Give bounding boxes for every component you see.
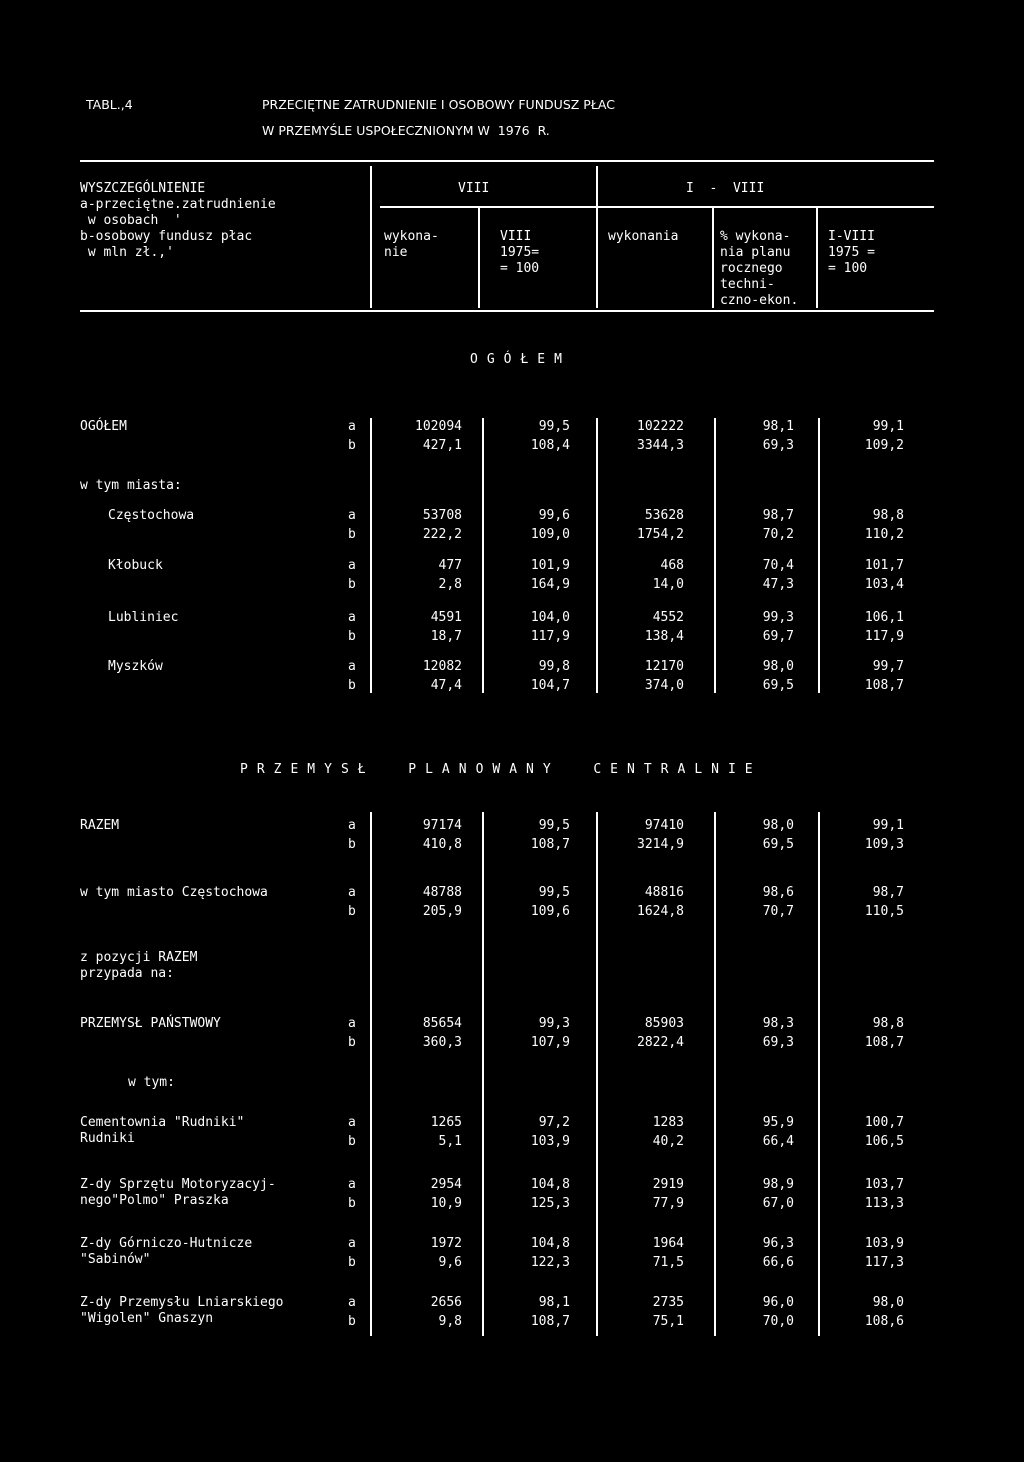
table-cell: 138,4 bbox=[644, 629, 684, 644]
table-subtitle: W PRZEMYŚLE USPOŁECZNIONYM W 1976 R. bbox=[262, 123, 550, 138]
table-cell: 117,9 bbox=[530, 629, 570, 644]
header-group-viii: VIII bbox=[458, 181, 490, 196]
table-cell: 67,0 bbox=[762, 1196, 794, 1211]
table-cell: 69,5 bbox=[762, 678, 794, 693]
table-cell: 2,8 bbox=[438, 577, 462, 592]
row-label: RAZEM bbox=[80, 818, 120, 833]
table-cell: 1754,2 bbox=[637, 527, 684, 542]
table-cell: 71,5 bbox=[652, 1255, 684, 1270]
header-top-rule bbox=[80, 160, 934, 162]
table-cell: 69,7 bbox=[762, 629, 794, 644]
row-subtype-label: a bbox=[348, 1295, 356, 1310]
header-col-i-viii-1975: I-VIII 1975 = = 100 bbox=[828, 229, 875, 276]
table-cell: 66,6 bbox=[762, 1255, 794, 1270]
body1-divider-5 bbox=[818, 418, 820, 693]
table-cell: 1624,8 bbox=[637, 904, 684, 919]
table-cell: 98,7 bbox=[872, 885, 904, 900]
row-subtype-label: a bbox=[348, 1016, 356, 1031]
table-cell: 53628 bbox=[644, 508, 684, 523]
table-cell: 117,9 bbox=[864, 629, 904, 644]
table-cell: 104,8 bbox=[530, 1177, 570, 1192]
table-cell: 125,3 bbox=[530, 1196, 570, 1211]
row-subtype-label: b bbox=[348, 1035, 356, 1050]
header-divider-2 bbox=[478, 208, 480, 308]
table-cell: 69,5 bbox=[762, 837, 794, 852]
body1-divider-1 bbox=[370, 418, 372, 693]
row-subtype-label: a bbox=[348, 508, 356, 523]
row-subtype-label: b bbox=[348, 904, 356, 919]
row-subtype-label: a bbox=[348, 1177, 356, 1192]
row-label: w tym miasto Częstochowa bbox=[80, 885, 268, 900]
table-cell: 85903 bbox=[644, 1016, 684, 1031]
table-cell: 14,0 bbox=[652, 577, 684, 592]
table-cell: 99,5 bbox=[538, 818, 570, 833]
row-subtype-label: a bbox=[348, 885, 356, 900]
table-cell: 70,2 bbox=[762, 527, 794, 542]
row-label: Lubliniec bbox=[108, 610, 179, 625]
table-cell: 85654 bbox=[422, 1016, 462, 1031]
table-cell: 104,0 bbox=[530, 610, 570, 625]
table-cell: 103,7 bbox=[864, 1177, 904, 1192]
table-cell: 101,7 bbox=[864, 558, 904, 573]
table-cell: 99,7 bbox=[872, 659, 904, 674]
table-cell: 103,9 bbox=[530, 1134, 570, 1149]
row-subtype-label: a bbox=[348, 1115, 356, 1130]
table-cell: 1972 bbox=[430, 1236, 462, 1251]
table-cell: 108,7 bbox=[864, 678, 904, 693]
row-subtype-label: b bbox=[348, 438, 356, 453]
table-cell: 95,9 bbox=[762, 1115, 794, 1130]
row-subtype-label: b bbox=[348, 678, 356, 693]
table-cell: 2954 bbox=[430, 1177, 462, 1192]
table-cell: 102222 bbox=[637, 419, 684, 434]
table-cell: 9,6 bbox=[438, 1255, 462, 1270]
table-cell: 4591 bbox=[430, 610, 462, 625]
table-cell: 99,1 bbox=[872, 818, 904, 833]
subhead-wtym: w tym: bbox=[128, 1075, 175, 1090]
table-cell: 12170 bbox=[644, 659, 684, 674]
table-cell: 99,5 bbox=[538, 419, 570, 434]
table-cell: 98,0 bbox=[762, 818, 794, 833]
row-label: Cementownia "Rudniki" Rudniki bbox=[80, 1115, 245, 1146]
body1-divider-4 bbox=[714, 418, 716, 693]
row-label: Częstochowa bbox=[108, 508, 195, 523]
row-subtype-label: b bbox=[348, 1134, 356, 1149]
table-cell: 468 bbox=[660, 558, 684, 573]
header-mid-rule bbox=[380, 206, 934, 208]
table-cell: 48788 bbox=[422, 885, 462, 900]
row-label: Myszków bbox=[108, 659, 163, 674]
table-cell: 4552 bbox=[652, 610, 684, 625]
table-cell: 107,9 bbox=[530, 1035, 570, 1050]
table-cell: 69,3 bbox=[762, 1035, 794, 1050]
table-cell: 106,1 bbox=[864, 610, 904, 625]
row-subtype-label: a bbox=[348, 1236, 356, 1251]
header-col-wykonanie: wykona- nie bbox=[384, 229, 439, 260]
row-subtype-label: b bbox=[348, 1314, 356, 1329]
table-cell: 70,0 bbox=[762, 1314, 794, 1329]
header-col-percent-plan: % wykona- nia planu rocznego techni- czno-ekon. bbox=[720, 229, 799, 308]
row-subtype-label: a bbox=[348, 558, 356, 573]
table-cell: 98,0 bbox=[762, 659, 794, 674]
table-cell: 108,7 bbox=[530, 1314, 570, 1329]
table-cell: 99,6 bbox=[538, 508, 570, 523]
row-label: OGÓŁEM bbox=[80, 419, 127, 434]
header-col-wykonania: wykonania bbox=[608, 229, 679, 244]
table-cell: 98,6 bbox=[762, 885, 794, 900]
table-cell: 99,5 bbox=[538, 885, 570, 900]
table-cell: 9,8 bbox=[438, 1314, 462, 1329]
table-cell: 98,0 bbox=[872, 1295, 904, 1310]
subhead-pozycji: z pozycji RAZEM przypada na: bbox=[80, 950, 198, 981]
header-divider-4 bbox=[712, 208, 714, 308]
row-label: Kłobuck bbox=[108, 558, 163, 573]
section-heading-przemysl: PRZEMYSŁ PLANOWANY CENTRALNIE bbox=[240, 762, 762, 777]
table-cell: 374,0 bbox=[644, 678, 684, 693]
table-cell: 108,6 bbox=[864, 1314, 904, 1329]
table-cell: 113,3 bbox=[864, 1196, 904, 1211]
table-cell: 1964 bbox=[652, 1236, 684, 1251]
table-cell: 18,7 bbox=[430, 629, 462, 644]
table-cell: 66,4 bbox=[762, 1134, 794, 1149]
header-bottom-rule bbox=[80, 310, 934, 312]
row-subtype-label: b bbox=[348, 1196, 356, 1211]
table-cell: 99,3 bbox=[538, 1016, 570, 1031]
table-cell: 164,9 bbox=[530, 577, 570, 592]
table-cell: 96,0 bbox=[762, 1295, 794, 1310]
row-subtype-label: b bbox=[348, 1255, 356, 1270]
table-cell: 109,2 bbox=[864, 438, 904, 453]
table-cell: 122,3 bbox=[530, 1255, 570, 1270]
row-subtype-label: a bbox=[348, 419, 356, 434]
table-cell: 96,3 bbox=[762, 1236, 794, 1251]
table-cell: 102094 bbox=[415, 419, 462, 434]
table-cell: 48816 bbox=[644, 885, 684, 900]
table-cell: 98,9 bbox=[762, 1177, 794, 1192]
table-cell: 410,8 bbox=[422, 837, 462, 852]
table-cell: 108,7 bbox=[530, 837, 570, 852]
table-cell: 2919 bbox=[652, 1177, 684, 1192]
table-cell: 98,8 bbox=[872, 508, 904, 523]
header-description: WYSZCZEGÓLNIENIE a-przeciętne.zatrudnienie w osobach ' b-osobowy fundusz płac w mln zł.,' bbox=[80, 181, 276, 260]
table-number: TABL.,4 bbox=[86, 97, 133, 112]
subhead-miasta: w tym miasta: bbox=[80, 478, 182, 493]
table-cell: 10,9 bbox=[430, 1196, 462, 1211]
table-cell: 75,1 bbox=[652, 1314, 684, 1329]
table-cell: 5,1 bbox=[438, 1134, 462, 1149]
table-cell: 108,4 bbox=[530, 438, 570, 453]
table-cell: 47,3 bbox=[762, 577, 794, 592]
row-label: Z-dy Przemysłu Lniarskiego "Wigolen" Gnaszyn bbox=[80, 1295, 284, 1326]
table-cell: 110,2 bbox=[864, 527, 904, 542]
table-cell: 103,4 bbox=[864, 577, 904, 592]
header-col-viii-1975: VIII 1975= = 100 bbox=[500, 229, 540, 276]
table-cell: 108,7 bbox=[864, 1035, 904, 1050]
table-cell: 3344,3 bbox=[637, 438, 684, 453]
table-cell: 47,4 bbox=[430, 678, 462, 693]
section-heading-ogolem: OGÓŁEM bbox=[470, 352, 571, 367]
table-cell: 222,2 bbox=[422, 527, 462, 542]
row-subtype-label: a bbox=[348, 659, 356, 674]
table-cell: 97174 bbox=[422, 818, 462, 833]
row-label: PRZEMYSŁ PAŃSTWOWY bbox=[80, 1016, 221, 1031]
table-cell: 69,3 bbox=[762, 438, 794, 453]
table-cell: 99,8 bbox=[538, 659, 570, 674]
table-cell: 2735 bbox=[652, 1295, 684, 1310]
table-cell: 110,5 bbox=[864, 904, 904, 919]
table-cell: 97,2 bbox=[538, 1115, 570, 1130]
row-label: Z-dy Górniczo-Hutnicze "Sabinów" bbox=[80, 1236, 253, 1267]
body1-divider-2 bbox=[482, 418, 484, 693]
table-cell: 70,4 bbox=[762, 558, 794, 573]
header-divider-3 bbox=[596, 166, 598, 308]
row-subtype-label: b bbox=[348, 837, 356, 852]
row-subtype-label: a bbox=[348, 818, 356, 833]
table-cell: 1283 bbox=[652, 1115, 684, 1130]
header-divider-1 bbox=[370, 166, 372, 308]
table-cell: 109,6 bbox=[530, 904, 570, 919]
table-cell: 77,9 bbox=[652, 1196, 684, 1211]
table-cell: 98,3 bbox=[762, 1016, 794, 1031]
table-cell: 2822,4 bbox=[637, 1035, 684, 1050]
table-cell: 106,5 bbox=[864, 1134, 904, 1149]
body2-divider-1 bbox=[370, 812, 372, 1336]
header-group-i-viii: I - VIII bbox=[686, 181, 765, 196]
table-cell: 205,9 bbox=[422, 904, 462, 919]
table-cell: 104,7 bbox=[530, 678, 570, 693]
header-divider-5 bbox=[816, 208, 818, 308]
table-cell: 109,3 bbox=[864, 837, 904, 852]
table-cell: 40,2 bbox=[652, 1134, 684, 1149]
table-cell: 70,7 bbox=[762, 904, 794, 919]
row-subtype-label: b bbox=[348, 629, 356, 644]
table-cell: 98,8 bbox=[872, 1016, 904, 1031]
table-cell: 12082 bbox=[422, 659, 462, 674]
table-cell: 101,9 bbox=[530, 558, 570, 573]
table-cell: 100,7 bbox=[864, 1115, 904, 1130]
table-cell: 99,3 bbox=[762, 610, 794, 625]
table-cell: 109,0 bbox=[530, 527, 570, 542]
row-subtype-label: b bbox=[348, 577, 356, 592]
table-cell: 360,3 bbox=[422, 1035, 462, 1050]
table-cell: 477 bbox=[438, 558, 462, 573]
table-cell: 117,3 bbox=[864, 1255, 904, 1270]
table-cell: 1265 bbox=[430, 1115, 462, 1130]
table-cell: 98,1 bbox=[538, 1295, 570, 1310]
row-subtype-label: b bbox=[348, 527, 356, 542]
table-cell: 103,9 bbox=[864, 1236, 904, 1251]
table-cell: 99,1 bbox=[872, 419, 904, 434]
table-title: PRZECIĘTNE ZATRUDNIENIE I OSOBOWY FUNDUSZ PŁAC bbox=[262, 97, 615, 112]
table-cell: 427,1 bbox=[422, 438, 462, 453]
body1-divider-3 bbox=[596, 418, 598, 693]
table-cell: 98,7 bbox=[762, 508, 794, 523]
row-label: Z-dy Sprzętu Motoryzacyj- nego"Polmo" Praszka bbox=[80, 1177, 276, 1208]
table-cell: 53708 bbox=[422, 508, 462, 523]
table-cell: 104,8 bbox=[530, 1236, 570, 1251]
row-subtype-label: a bbox=[348, 610, 356, 625]
table-cell: 2656 bbox=[430, 1295, 462, 1310]
table-cell: 98,1 bbox=[762, 419, 794, 434]
table-cell: 3214,9 bbox=[637, 837, 684, 852]
table-cell: 97410 bbox=[644, 818, 684, 833]
